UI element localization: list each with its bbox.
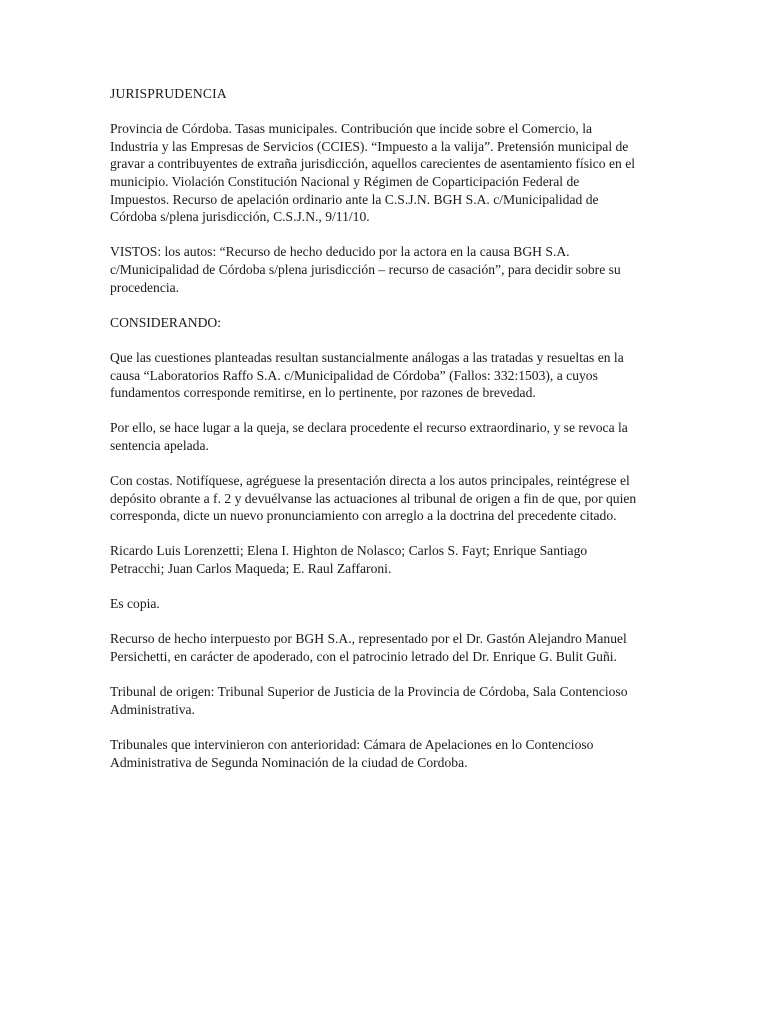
paragraph-tribunales-anteriores: Tribunales que intervinieron con anterioridad: Cámara de Apelaciones en lo Contencioso Administrativa de Segunda Nominación de la ciudad de Cordoba. [110, 736, 594, 770]
paragraph-analogas: Que las cuestiones planteadas resultan sustancialmente análogas a las tratadas y resueltas en la causa “Laboratorios Raffo S.A. c/Municipalidad de Córdoba” (Fallos: 332:1503), a cuyos fundamentos corresponde remitirse, en lo pertinente, por razones de brevedad. [110, 349, 624, 401]
paragraph-con-costas: Con costas. Notifíquese, agréguese la presentación directa a los autos principales, reintégrese el depósito obrante a f. 2 y devuélvanse las actuaciones al tribunal de origen a fin de que, por quien corresponda, dicte un nuevo pronunciamiento con arreglo a la doctrina del precedente citado. [110, 473, 637, 524]
paragraph-recurso-hecho: Recurso de hecho interpuesto por BGH S.A., representado por el Dr. Gastón Alejandro Manuel Persichetti, en carácter de apoderado, con el patrocinio letrado del Dr. Enrique G. Bulit Guñi. [110, 631, 627, 664]
paragraph-vistos: VISTOS: los autos: “Recurso de hecho deducido por la actora en la causa BGH S.A. c/Municipalidad de Córdoba s/plena jurisdicción – recurso de casación”, para decidir sobre su procedencia. [110, 244, 621, 295]
document-body [110, 85, 640, 789]
paragraph-considerando: CONSIDERANDO: [110, 314, 222, 330]
paragraph-signatories: Ricardo Luis Lorenzetti; Elena I. Highton de Nolasco; Carlos S. Fayt; Enrique Santiago Petracchi; Juan Carlos Maqueda; E. Raul Zaffaroni. [110, 543, 588, 577]
paragraph-por-ello: Por ello, se hace lugar a la queja, se declara procedente el recurso extraordinario, y se revoca la sentencia apelada. [110, 420, 628, 453]
document-heading: JURISPRUDENCIA [110, 86, 227, 101]
paragraph-tribunal-origen: Tribunal de origen: Tribunal Superior de Justicia de la Provincia de Córdoba, Sala Contencioso Administrativa. [110, 684, 628, 717]
paragraph-es-copia: Es copia. [110, 596, 160, 612]
paragraph-summary: Provincia de Córdoba. Tasas municipales. Contribución que incide sobre el Comercio, la Industria y las Empresas de Servicios (CCIES). “Impuesto a la valija”. Pretensión municipal de gravar a contribuyentes de extraña jurisdicción, aquellos carecientes de asentamiento físico en el municipio. Violación Constitución Nacional y Régimen de Coparticipación Federal de Impuestos. Recurso de apelación ordinario ante la C.S.J.N. BGH S.A. c/Municipalidad de Córdoba s/plena jurisdicción, C.S.J.N., 9/11/10. [110, 121, 636, 225]
